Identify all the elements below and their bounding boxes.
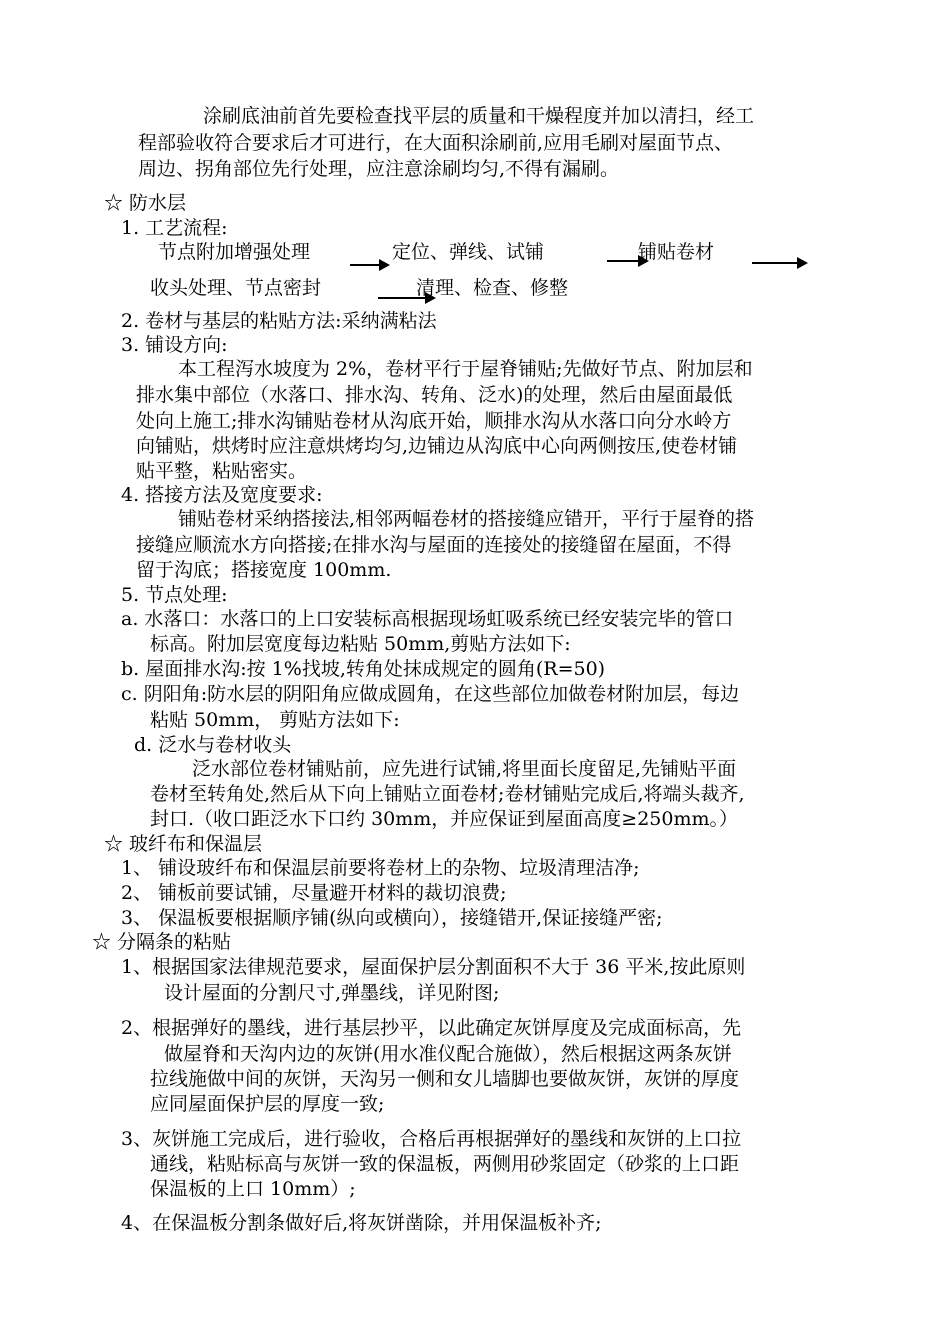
node-a-line-1: a. 水落口：水落口的上口安装标高根据现场虹吸系统已经安装完毕的管口 xyxy=(121,608,734,630)
flow-step-3: 铺贴卷材 xyxy=(638,241,715,263)
list-item-3: 3. 铺设方向: xyxy=(121,334,228,356)
flow-step-4: 收头处理、节点密封 xyxy=(150,277,322,299)
flow-arrow-1 xyxy=(350,264,388,266)
divider-item-3-line-1: 3、灰饼施工完成后，进行验收，合格后再根据弹好的墨线和灰饼的上口拉 xyxy=(121,1128,742,1150)
item4-body-line-1: 铺贴卷材采纳搭接法,相邻两幅卷材的搭接缝应错开，平行于屋脊的搭 xyxy=(178,508,755,530)
flow-step-1: 节点附加增强处理 xyxy=(158,241,311,263)
fiberglass-item-2: 2、 铺板前要试铺，尽量避开材料的裁切浪费; xyxy=(121,882,507,904)
node-a-line-2: 标高。附加层宽度每边粘贴 50mm,剪贴方法如下: xyxy=(150,633,571,655)
item3-body-line-5: 贴平整，粘贴密实。 xyxy=(136,460,308,482)
flow-arrow-3 xyxy=(752,262,806,264)
list-item-1: 1. 工艺流程: xyxy=(121,217,228,239)
divider-item-3-line-2: 通线，粘贴标高与灰饼一致的保温板，两侧用砂浆固定（砂浆的上口距 xyxy=(150,1153,740,1175)
divider-item-3-line-3: 保温板的上口 10mm）; xyxy=(150,1178,356,1200)
divider-item-2-line-2: 做屋脊和天沟内边的灰饼(用水准仪配合施做），然后根据这两条灰饼 xyxy=(164,1043,732,1065)
item4-body-line-3: 留于沟底；搭接宽度 100mm. xyxy=(136,559,392,581)
item3-body-line-1: 本工程泻水坡度为 2%，卷材平行于屋脊铺贴;先做好节点、附加层和 xyxy=(178,358,753,380)
node-d: d. 泛水与卷材收头 xyxy=(134,734,292,756)
item3-body-line-3: 处向上施工;排水沟铺贴卷材从沟底开始，顺排水沟从水落口向分水岭方 xyxy=(136,410,732,432)
node-d-body-line-1: 泛水部位卷材铺贴前，应先进行试铺,将里面长度留足,先铺贴平面 xyxy=(192,758,737,780)
flow-step-5: 清理、检查、修整 xyxy=(416,277,569,299)
fiberglass-item-1: 1、 铺设玻纤布和保温层前要将卷材上的杂物、垃圾清理洁净; xyxy=(121,857,640,879)
item4-body-line-2: 接缝应顺流水方向搭接;在排水沟与屋面的连接处的接缝留在屋面，不得 xyxy=(136,534,732,556)
divider-item-2-line-4: 应同屋面保护层的厚度一致; xyxy=(150,1093,385,1115)
divider-item-2-line-1: 2、根据弹好的墨线，进行基层抄平，以此确定灰饼厚度及完成面标高，先 xyxy=(121,1017,742,1039)
intro-line-2: 程部验收符合要求后才可进行，在大面积涂刷前,应用毛刷对屋面节点、 xyxy=(138,132,734,154)
list-item-4: 4. 搭接方法及宽度要求: xyxy=(121,484,323,506)
list-item-2: 2. 卷材与基层的粘贴方法:采纳满粘法 xyxy=(121,310,437,332)
intro-line-3: 周边、拐角部位先行处理，应注意涂刷均匀,不得有漏刷。 xyxy=(138,158,620,180)
node-c-line-2: 粘贴 50mm， 剪贴方法如下: xyxy=(150,709,400,731)
node-d-body-line-2: 卷材至转角处,然后从下向上铺贴立面卷材;卷材铺贴完成后,将端头裁齐, xyxy=(150,783,745,805)
flow-step-2: 定位、弹线、试铺 xyxy=(392,241,545,263)
list-item-5: 5. 节点处理: xyxy=(121,584,228,606)
intro-line-1: 涂刷底油前首先要检查找平层的质量和干燥程度并加以清扫，经工 xyxy=(203,105,755,127)
divider-item-2-line-3: 拉线施做中间的灰饼，天沟另一侧和女儿墙脚也要做灰饼，灰饼的厚度 xyxy=(150,1068,740,1090)
node-b: b. 屋面排水沟:按 1%找坡,转角处抹成规定的圆角(R=50) xyxy=(121,658,606,680)
node-d-body-line-3: 封口.（收口距泛水下口约 30mm，并应保证到屋面高度≥250mm。） xyxy=(150,808,739,830)
section-heading-fiberglass: ☆ 玻纤布和保温层 xyxy=(104,833,263,855)
fiberglass-item-3: 3、 保温板要根据顺序铺(纵向或横向），接缝错开,保证接缝严密; xyxy=(121,907,663,929)
section-heading-waterproof: ☆ 防水层 xyxy=(104,192,187,214)
node-c-line-1: c. 阴阳角:防水层的阴阳角应做成圆角，在这些部位加做卷材附加层，每边 xyxy=(121,683,740,705)
item3-body-line-2: 排水集中部位（水落口、排水沟、转角、泛水)的处理，然后由屋面最低 xyxy=(136,384,733,406)
divider-item-1-line-2: 设计屋面的分割尺寸,弹墨线，详见附图; xyxy=(164,982,500,1004)
section-heading-divider: ☆ 分隔条的粘贴 xyxy=(92,931,232,953)
item3-body-line-4: 向铺贴，烘烤时应注意烘烤均匀,边铺边从沟底中心向两侧按压,使卷材铺 xyxy=(136,435,738,457)
divider-item-4: 4、在保温板分割条做好后,将灰饼凿除，并用保温板补齐; xyxy=(121,1212,602,1234)
divider-item-1-line-1: 1、根据国家法律规范要求，屋面保护层分割面积不大于 36 平米,按此原则 xyxy=(121,956,746,978)
